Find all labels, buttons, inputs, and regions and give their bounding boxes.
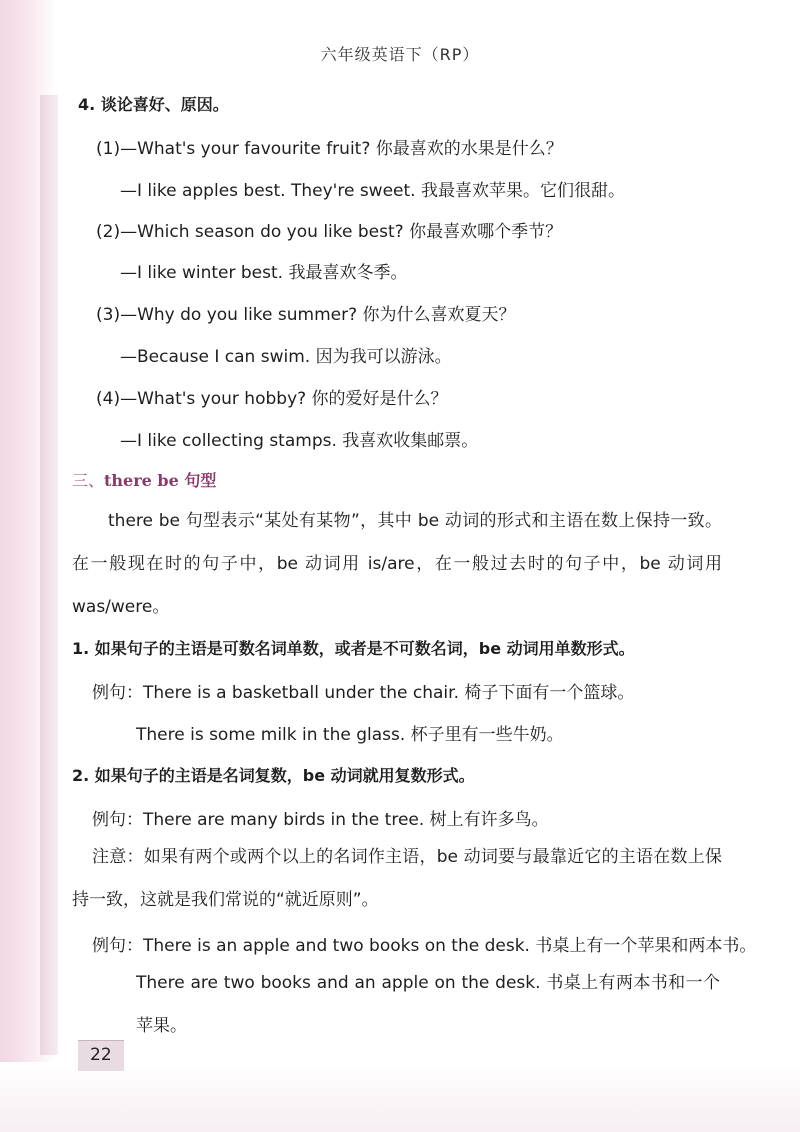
rule2-example-3: There are two books and an apple on the desk. 书桌上有两本书和一个苹果。 xyxy=(136,973,720,1036)
rule2-example-2: 例句：There is an apple and two books on the desk. 书桌上有一个苹果和两本书。 xyxy=(92,936,757,956)
rule2-example-1: 例句：There are many birds in the tree. 树上有许多鸟。 xyxy=(92,810,549,830)
dialogue-3-answer: —Because I can swim. 因为我可以游泳。 xyxy=(120,347,452,367)
section4-heading: 4. 谈论喜好、原因。 xyxy=(78,95,229,114)
dialogue-1-question: (1)—What's your favourite fruit? 你最喜欢的水果是什么？ xyxy=(96,139,563,159)
page-header-title: 六年级英语下（RP） xyxy=(320,45,480,64)
page-edge-shadow xyxy=(40,95,58,1055)
dialogue-2-answer: —I like winter best. 我最喜欢冬季。 xyxy=(120,263,408,283)
rule1-example-2: There is some milk in the glass. 杯子里有一些牛奶。 xyxy=(136,725,564,745)
rule1-example-1: 例句：There is a basketball under the chair. 椅子下面有一个篮球。 xyxy=(92,683,635,703)
dialogue-4-answer: —I like collecting stamps. 我喜欢收集邮票。 xyxy=(120,431,479,451)
dialogue-3-question: (3)—Why do you like summer? 你为什么喜欢夏天？ xyxy=(96,305,516,325)
rule2-note: 注意：如果有两个或两个以上的名词作主语，be 动词要与最靠近它的主语在数上保持一致，这就是我们常说的“就近原则”。 xyxy=(72,847,722,910)
dialogue-4-question: (4)—What's your hobby? 你的爱好是什么？ xyxy=(96,389,448,409)
rule2-heading: 2. 如果句子的主语是名词复数，be 动词就用复数形式。 xyxy=(72,766,475,785)
rule1-heading: 1. 如果句子的主语是可数名词单数，或者是不可数名词，be 动词用单数形式。 xyxy=(72,639,635,658)
section3-title: there be 句型 xyxy=(104,471,217,490)
section3-number: 三、 xyxy=(72,471,105,490)
dialogue-2-question: (2)—Which season do you like best? 你最喜欢哪个季节？ xyxy=(96,222,563,242)
section3-intro: there be 句型表示“某处有某物”，其中 be 动词的形式和主语在数上保持一致。在一般现在时的句子中，be 动词用 is/are，在一般过去时的句子中，be 动词用 was/were。 xyxy=(72,511,722,617)
page-number: 22 xyxy=(90,1045,112,1065)
dialogue-1-answer: —I like apples best. They're sweet. 我最喜欢苹果。它们很甜。 xyxy=(120,181,625,201)
bottom-shade xyxy=(0,1062,800,1132)
section3-heading xyxy=(72,468,216,491)
